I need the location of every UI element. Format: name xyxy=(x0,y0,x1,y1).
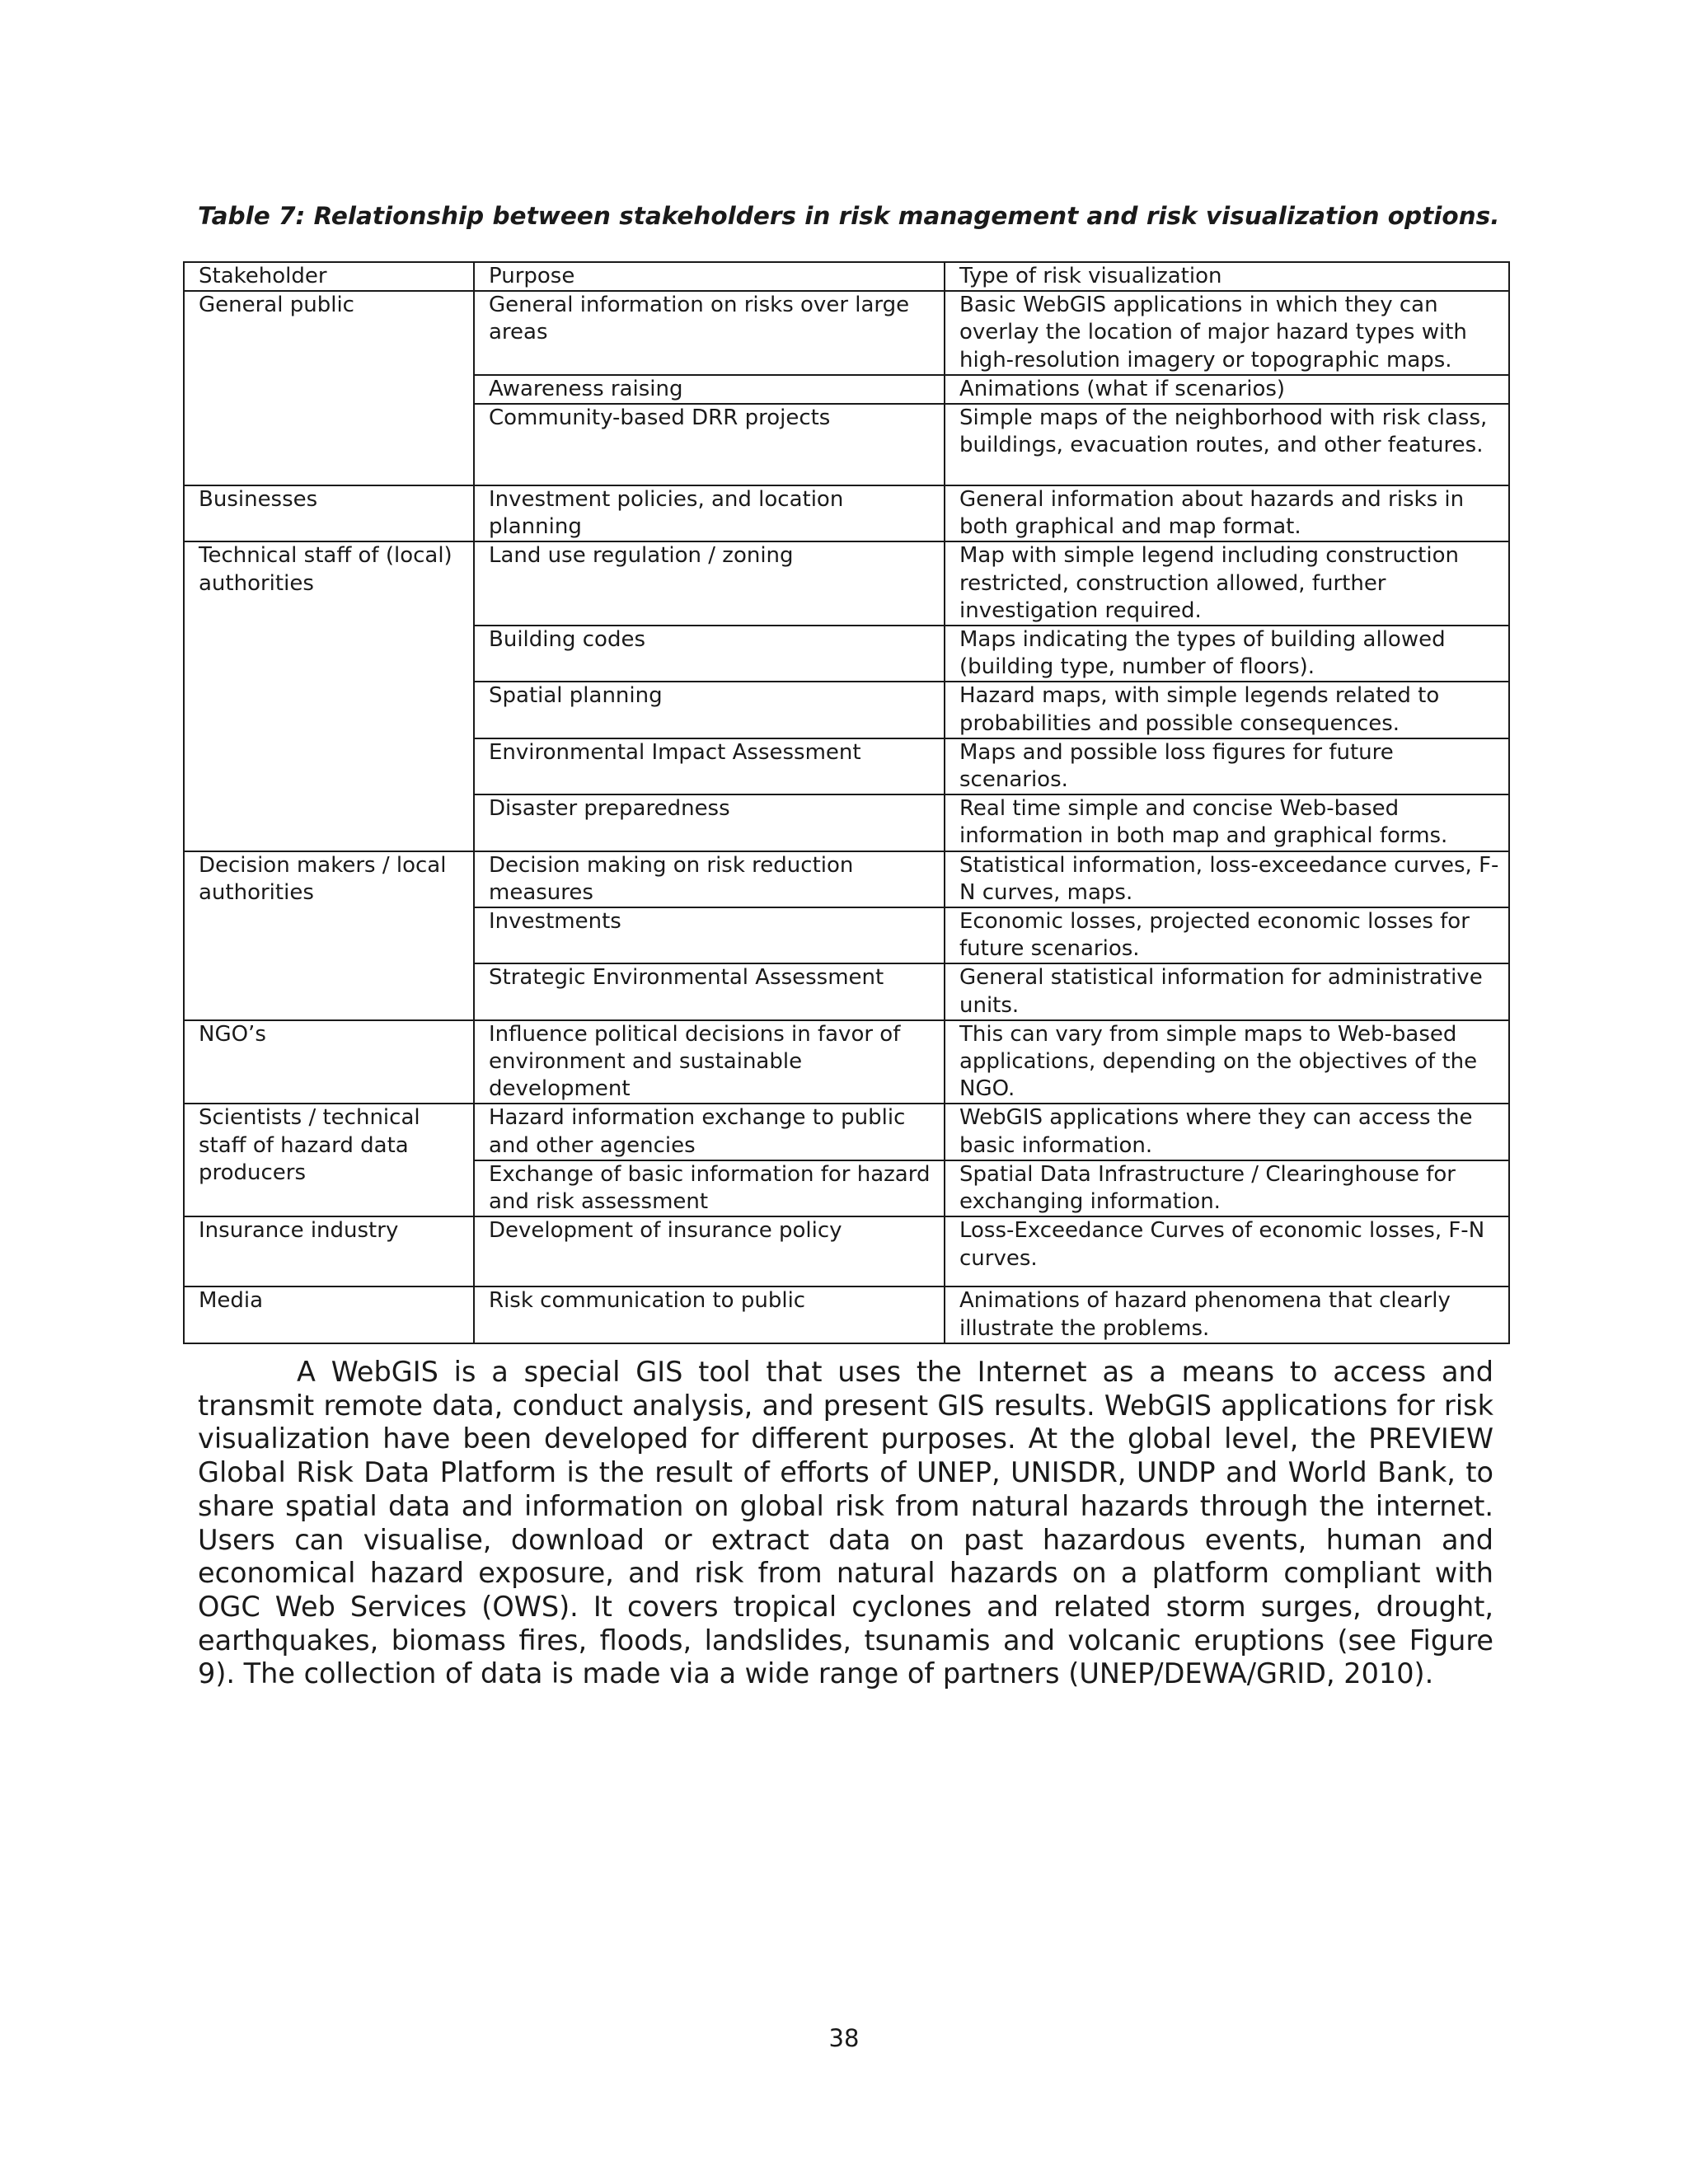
visualization-cell: Maps and possible loss figures for future scenarios. xyxy=(945,738,1509,794)
visualization-cell: General statistical information for administrative units. xyxy=(945,963,1509,1019)
purpose-cell: Spatial planning xyxy=(474,682,945,738)
table-row xyxy=(184,541,1509,626)
visualization-cell: Economic losses, projected economic losses for future scenarios. xyxy=(945,907,1509,963)
stakeholder-cell: Media xyxy=(184,1286,474,1343)
stakeholder-cell: Technical staff of (local) authorities xyxy=(184,541,474,851)
table-caption: Table 7: Relationship between stakeholders in risk management and risk visualization options. xyxy=(198,202,1500,230)
stakeholder-cell: Insurance industry xyxy=(184,1216,474,1286)
stakeholder-cell: NGO’s xyxy=(184,1020,474,1104)
purpose-cell: Decision making on risk reduction measures xyxy=(474,851,945,907)
page-number: 38 xyxy=(828,2024,860,2052)
table-row xyxy=(184,291,1509,375)
table-row xyxy=(184,1104,1509,1160)
stakeholder-cell: General public xyxy=(184,291,474,485)
purpose-cell: Environmental Impact Assessment xyxy=(474,738,945,794)
visualization-cell: Loss-Exceedance Curves of economic losses, F-N curves. xyxy=(945,1216,1509,1286)
visualization-cell: Maps indicating the types of building allowed (building type, number of floors). xyxy=(945,626,1509,682)
purpose-cell: Investment policies, and location planning xyxy=(474,485,945,541)
table-header-row xyxy=(184,262,1509,291)
visualization-cell: This can vary from simple maps to Web-based applications, depending on the objectives of the NGO. xyxy=(945,1020,1509,1104)
visualization-cell: Animations (what if scenarios) xyxy=(945,375,1509,404)
visualization-cell: Spatial Data Infrastructure / Clearinghouse for exchanging information. xyxy=(945,1160,1509,1216)
body-paragraph: A WebGIS is a special GIS tool that uses the Internet as a means to access and transmit remote data, conduct analysis, and present GIS results. WebGIS applications for risk visualization have been developed for different purposes. At the global level, the PREVIEW Global Risk Data Platform is the result of efforts of UNEP, UNISDR, UNDP and World Bank, to share spatial data and information on global risk from natural hazards through the internet. Users can visualise, download or extract data on past hazardous events, human and economical hazard exposure, and risk from natural hazards on a platform compliant with OGC Web Services (OWS). It covers tropical cyclones and related storm surges, drought, earthquakes, biomass fires, floods, landslides, tsunamis and volcanic eruptions (see Figure 9). The collection of data is made via a wide range of partners (UNEP/DEWA/GRID, 2010). xyxy=(198,1356,1493,1690)
visualization-cell: Hazard maps, with simple legends related to probabilities and possible consequences. xyxy=(945,682,1509,738)
purpose-cell: Investments xyxy=(474,907,945,963)
purpose-cell: Building codes xyxy=(474,626,945,682)
visualization-cell: General information about hazards and risks in both graphical and map format. xyxy=(945,485,1509,541)
visualization-cell: Statistical information, loss-exceedance curves, F-N curves, maps. xyxy=(945,851,1509,907)
stakeholder-cell: Decision makers / local authorities xyxy=(184,851,474,1020)
purpose-cell: Exchange of basic information for hazard and risk assessment xyxy=(474,1160,945,1216)
purpose-cell: Awareness raising xyxy=(474,375,945,404)
visualization-cell: WebGIS applications where they can access the basic information. xyxy=(945,1104,1509,1160)
table-row xyxy=(184,851,1509,907)
table-row xyxy=(184,1286,1509,1343)
purpose-cell: Risk communication to public xyxy=(474,1286,945,1343)
stakeholder-cell: Scientists / technical staff of hazard data producers xyxy=(184,1104,474,1216)
table-row xyxy=(184,1020,1509,1104)
purpose-cell: Land use regulation / zoning xyxy=(474,541,945,626)
purpose-cell: Influence political decisions in favor of environment and sustainable development xyxy=(474,1020,945,1104)
visualization-cell: Simple maps of the neighborhood with risk class, buildings, evacuation routes, and other features. xyxy=(945,404,1509,485)
purpose-cell: Disaster preparedness xyxy=(474,794,945,851)
stakeholder-cell: Businesses xyxy=(184,485,474,541)
visualization-cell: Basic WebGIS applications in which they can overlay the location of major hazard types with high-resolution imagery or topographic maps. xyxy=(945,291,1509,375)
visualization-cell: Real time simple and concise Web-based information in both map and graphical forms. xyxy=(945,794,1509,851)
purpose-cell: Community-based DRR projects xyxy=(474,404,945,485)
column-header-stakeholder: Stakeholder xyxy=(184,262,474,291)
purpose-cell: Strategic Environmental Assessment xyxy=(474,963,945,1019)
stakeholder-table xyxy=(183,261,1510,1344)
purpose-cell: General information on risks over large areas xyxy=(474,291,945,375)
visualization-cell: Animations of hazard phenomena that clearly illustrate the problems. xyxy=(945,1286,1509,1343)
purpose-cell: Development of insurance policy xyxy=(474,1216,945,1286)
purpose-cell: Hazard information exchange to public and other agencies xyxy=(474,1104,945,1160)
visualization-cell: Map with simple legend including construction restricted, construction allowed, further investigation required. xyxy=(945,541,1509,626)
table-row xyxy=(184,1216,1509,1286)
column-header-purpose: Purpose xyxy=(474,262,945,291)
table-row xyxy=(184,485,1509,541)
column-header-visualization: Type of risk visualization xyxy=(945,262,1509,291)
